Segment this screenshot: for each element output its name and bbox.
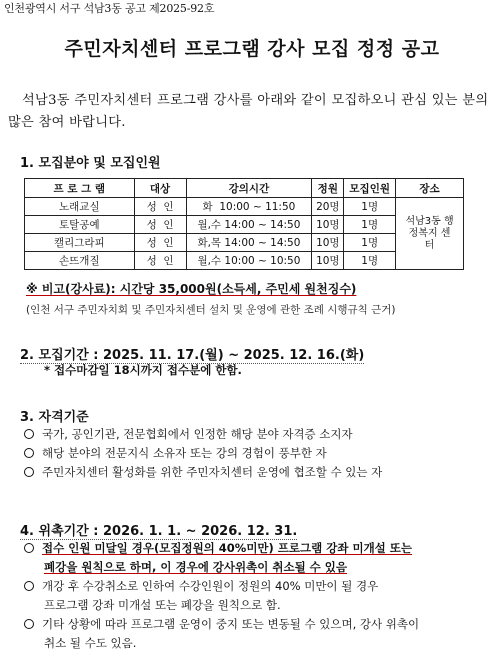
fee-note-text: ※ 비고(강사료): 시간당 35,000원(소득세, 주민세 원천징수) xyxy=(26,282,357,296)
list-item-continuation xyxy=(24,558,494,577)
list-item-text: 접수 인원 미달일 경우(모집정원의 40%미만) 프로그램 강좌 미개설 또는 xyxy=(42,541,413,555)
qualification-list xyxy=(24,425,494,482)
table-header-cell: 정원 xyxy=(312,179,344,198)
table-header-cell: 프 로 그 램 xyxy=(25,179,135,198)
table-cell: 1명 xyxy=(344,252,396,270)
list-item-text: 주민자치센터 활성화를 위한 주민자치센터 운영에 협조할 수 있는 자 xyxy=(42,465,383,479)
circle-bullet-icon xyxy=(24,429,34,439)
section-2-heading xyxy=(20,344,364,363)
circle-bullet-icon xyxy=(24,581,34,591)
venue-cell: 석남3동 행정복지 센터 xyxy=(396,198,464,270)
table-header-cell: 대상 xyxy=(134,179,186,198)
table-cell: 월,수 10:00 ~ 10:50 xyxy=(186,252,312,270)
table-header-cell: 장소 xyxy=(396,179,464,198)
list-item xyxy=(24,539,494,558)
list-item-continuation xyxy=(24,634,494,653)
program-table xyxy=(24,178,464,270)
table-cell: 손뜨개질 xyxy=(25,252,135,270)
table-cell: 20명 xyxy=(312,198,344,216)
table-cell: 1명 xyxy=(344,216,396,234)
table-cell: 10명 xyxy=(312,252,344,270)
document-number: 인천광역시 서구 석남3동 공고 제2025-92호 xyxy=(4,2,215,15)
table-header-row xyxy=(25,179,464,198)
table-cell: 화,목 14:00 ~ 14:50 xyxy=(186,234,312,252)
list-item xyxy=(24,463,494,482)
list-item-text: 취소 될 수도 있음. xyxy=(44,636,137,650)
table-cell: 노래교실 xyxy=(25,198,135,216)
page-title: 주민자치센터 프로그램 강사 모집 정정 공고 xyxy=(64,38,440,60)
list-item-text: 프로그램 강좌 미개설 또는 폐강을 원칙으로 함. xyxy=(44,598,281,612)
list-item-text: 국가, 공인기관, 전문협회에서 인정한 해당 분야 자격증 소지자 xyxy=(42,427,353,441)
appointment-notes xyxy=(24,539,494,653)
list-item-text: 해당 분야의 전문지식 소유자 또는 강의 경험이 풍부한 자 xyxy=(42,446,327,460)
section-4-heading xyxy=(20,520,297,539)
list-item xyxy=(24,444,494,463)
circle-bullet-icon xyxy=(24,543,34,553)
deadline-note: * 접수마감일 18시까지 접수분에 한함. xyxy=(44,363,242,377)
table-cell: 월,수 14:00 ~ 14:50 xyxy=(186,216,312,234)
table-cell: 성 인 xyxy=(134,252,186,270)
table-cell: 토탈공예 xyxy=(25,216,135,234)
table-cell: 1명 xyxy=(344,198,396,216)
intro-paragraph: 석남3동 주민자치센터 프로그램 강사를 아래와 같이 모집하오니 관심 있는 분의 많은 참여 바랍니다. xyxy=(8,93,489,130)
list-item-text: 개강 후 수강취소로 인하여 수강인원이 정원의 40% 미만이 될 경우 xyxy=(42,579,379,593)
table-cell: 화 10:00 ~ 11:50 xyxy=(186,198,312,216)
table-header-cell: 강의시간 xyxy=(186,179,312,198)
table-cell: 성 인 xyxy=(134,198,186,216)
section-3-heading: 3. 자격기준 xyxy=(20,410,89,425)
circle-bullet-icon xyxy=(24,619,34,629)
table-cell: 성 인 xyxy=(134,216,186,234)
fee-note xyxy=(26,280,356,297)
list-item xyxy=(24,577,494,596)
circle-bullet-icon xyxy=(24,448,34,458)
table-cell: 1명 xyxy=(344,234,396,252)
table-cell: 캘리그라피 xyxy=(25,234,135,252)
table-cell: 10명 xyxy=(312,216,344,234)
table-cell: 10명 xyxy=(312,234,344,252)
list-item-continuation xyxy=(24,596,494,615)
list-item-text: 폐강을 원칙으로 하며, 이 경우에 강사위촉이 취소될 수 있음 xyxy=(44,560,348,574)
circle-bullet-icon xyxy=(24,467,34,477)
table-cell: 성 인 xyxy=(134,234,186,252)
list-item-text: 기타 상황에 따라 프로그램 운영이 중지 또는 변동될 수 있으며, 강사 위촉이 xyxy=(42,617,420,631)
list-item xyxy=(24,425,494,444)
section-4-heading-text: 4. 위촉기간 : 2026. 1. 1. ~ 2026. 12. 31. xyxy=(20,524,298,539)
table-header-cell: 모집인원 xyxy=(344,179,396,198)
section-1-heading: 1. 모집분야 및 모집인원 xyxy=(20,156,161,171)
table-row xyxy=(25,198,464,216)
legal-basis-note: (인천 서구 주민자치회 및 주민자치센터 설치 및 운영에 관한 조례 시행규칙 근거) xyxy=(26,304,396,316)
list-item xyxy=(24,615,494,634)
section-2-heading-text: 2. 모집기간 : 2025. 11. 17.(월) ~ 2025. 12. 16.(화) xyxy=(20,348,365,363)
